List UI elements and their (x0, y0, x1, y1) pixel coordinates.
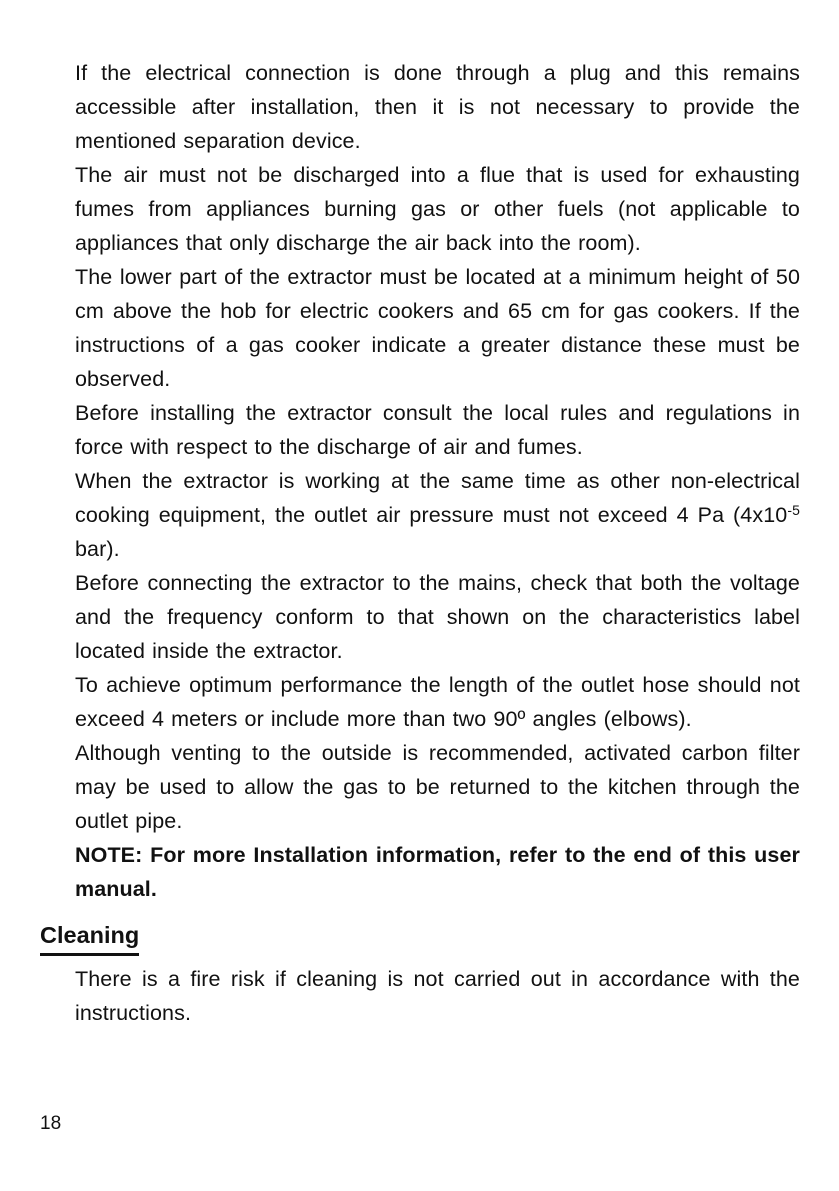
paragraph-air-discharge: The air must not be discharged into a flue that is used for exhausting fumes from appliances burning gas or other fuels (not applicable to appliances that only discharge the air back into the room). (75, 163, 800, 255)
pressure-text-after: bar). (75, 537, 120, 561)
paragraph-local-rules: Before installing the extractor consult the local rules and regulations in force with respect to the discharge of air and fumes. (75, 401, 800, 459)
cleaning-heading-text: Cleaning (40, 918, 139, 956)
cleaning-section-heading (40, 918, 800, 956)
exponent-superscript: -5 (787, 502, 800, 518)
paragraph-minimum-height: The lower part of the extractor must be located at a minimum height of 50 cm above the hob for electric cookers and 65 cm for gas cookers. If the instructions of a gas cooker indicate a greater distance these must be observed. (75, 265, 800, 391)
page-number: 18 (40, 1113, 62, 1134)
paragraph-plug-connection: If the electrical connection is done through a plug and this remains accessible after installation, then it is not necessary to provide the mentioned separation device. (75, 61, 800, 153)
paragraph-outlet-hose: To achieve optimum performance the length of the outlet hose should not exceed 4 meters or include more than two 90º angles (elbows). (75, 673, 800, 731)
paragraph-carbon-filter: Although venting to the outside is recommended, activated carbon filter may be used to allow the gas to be returned to the kitchen through the outlet pipe. (75, 741, 800, 833)
pressure-text-before: When the extractor is working at the same time as other non-electrical cooking equipment, the outlet air pressure must not exceed 4 Pa (4x10 (75, 469, 800, 527)
cleaning-section-body (75, 962, 800, 1030)
paragraph-mains-check: Before connecting the extractor to the mains, check that both the voltage and the frequency conform to that shown on the characteristics label located inside the extractor. (75, 571, 800, 663)
note-label: NOTE: (75, 843, 143, 867)
paragraph-note (75, 838, 800, 906)
content-area (75, 56, 800, 906)
paragraph-outlet-pressure (75, 464, 800, 566)
paragraph-fire-risk: There is a fire risk if cleaning is not carried out in accordance with the instructions. (75, 967, 800, 1025)
note-text: For more Installation information, refer to the end of this user manual. (75, 843, 801, 901)
